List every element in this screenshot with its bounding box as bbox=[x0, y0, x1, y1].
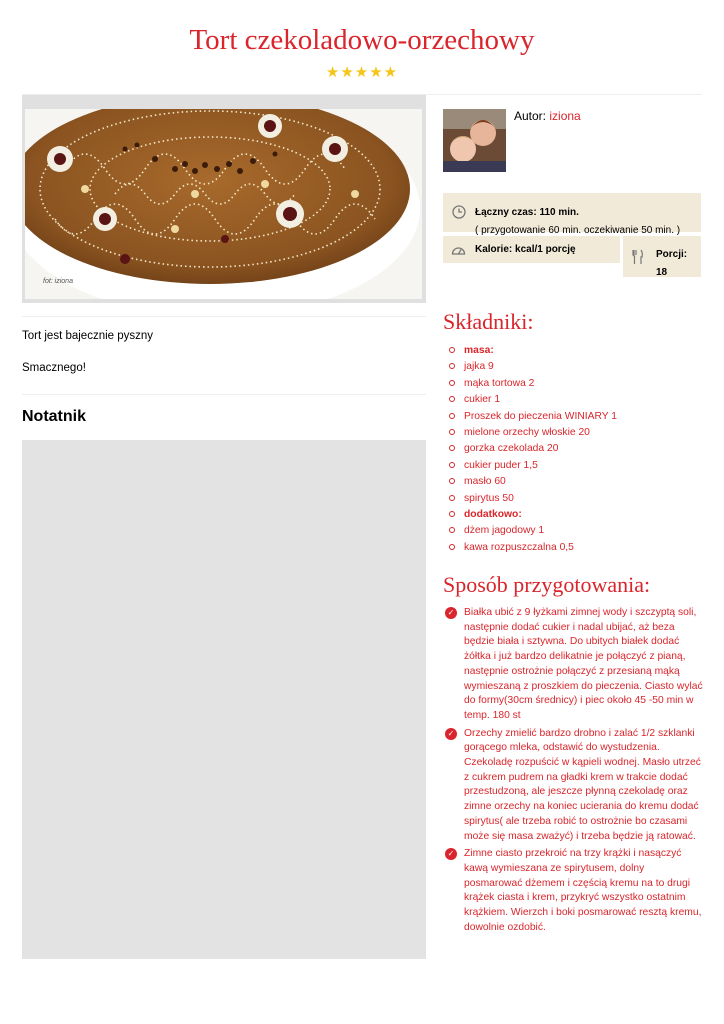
time-detail: ( przygotowanie 60 min. oczekiwanie 50 min. ) bbox=[475, 225, 681, 236]
ingredients-list bbox=[449, 345, 617, 558]
notes-area[interactable] bbox=[22, 440, 426, 959]
method-heading: Sposób przygotowania: bbox=[443, 572, 651, 597]
method-step-text: Orzechy zmielić bardzo drobno i zalać 1/2 szklanki gorącego mleka, odstawić do wystudzenia. Czekoladę rozpuścić w kąpieli wodnej. Masło utrzeć z cukrem pudrem na gładki krem w trakcie dodać przestudzoną, ale jeszcze płynną czekoladę oraz zimne orzechy na koniec ucierania do kremu dodać spirytus( ale trzeba robić to ostrożnie bo czasami może się masa zważyć) i trzeba będzie ją ratować. bbox=[464, 727, 701, 842]
method-step bbox=[445, 727, 703, 845]
portions-value: 18 bbox=[656, 267, 668, 278]
cutlery-icon bbox=[632, 249, 644, 268]
notes-heading: Notatnik bbox=[22, 408, 86, 425]
rating-stars: ★★★★★ bbox=[325, 64, 399, 81]
clock-icon bbox=[452, 205, 466, 222]
ingredient-item: jajka 9 bbox=[449, 361, 617, 377]
recipe-photo bbox=[25, 109, 422, 299]
ingredient-item: dżem jagodowy 1 bbox=[449, 525, 617, 541]
check-circle-icon: ✓ bbox=[445, 607, 457, 619]
calories-box bbox=[443, 236, 620, 263]
ingredient-item: spirytus 50 bbox=[449, 493, 617, 509]
check-circle-icon: ✓ bbox=[445, 728, 457, 740]
ingredient-item: cukier puder 1,5 bbox=[449, 460, 617, 476]
description-line-1: Tort jest bajecznie pyszny bbox=[22, 330, 154, 342]
method-step bbox=[445, 606, 703, 724]
ingredient-item: cukier 1 bbox=[449, 394, 617, 410]
method-step-text: Białka ubić z 9 łyżkami zimnej wody i szczyptą soli, następnie dodać cukier i nadal ubijać, aż beza będzie biała i sztywna. Do ubitych białek dodać żółtka i już bardzo delikatnie je połączyć z pianą, następnie ostrożnie połączyć z przesianą mąką wymieszaną z proszkiem do pieczenia. Ciasto wylać do formy(30cm średnicy) i piec około 45 -50 min w temp. 180 st bbox=[464, 607, 703, 721]
ingredient-group-header: masa: bbox=[449, 345, 617, 361]
ingredient-item: mielone orzechy włoskie 20 bbox=[449, 427, 617, 443]
portions-label: Porcji: bbox=[656, 249, 688, 260]
ingredient-item: masło 60 bbox=[449, 476, 617, 492]
description-line-2: Smacznego! bbox=[22, 362, 86, 374]
ingredient-group-header: dodatkowo: bbox=[449, 509, 617, 525]
ingredient-item: kawa rozpuszczalna 0,5 bbox=[449, 542, 617, 558]
desc-divider-top bbox=[22, 316, 426, 317]
author-label: Autor: bbox=[514, 109, 547, 123]
scale-icon bbox=[451, 243, 466, 259]
author-link[interactable]: iziona bbox=[549, 109, 581, 123]
desc-divider-bottom bbox=[22, 394, 426, 395]
ingredient-item: gorzka czekolada 20 bbox=[449, 443, 617, 459]
calories-label: Kalorie: kcal/1 porcję bbox=[475, 244, 576, 255]
portions-box bbox=[623, 236, 701, 277]
method-steps bbox=[445, 606, 703, 938]
author-avatar[interactable] bbox=[443, 109, 506, 172]
recipe-title: Tort czekoladowo-orzechowy bbox=[189, 24, 535, 56]
total-time-box bbox=[443, 193, 701, 236]
ingredients-heading: Składniki: bbox=[443, 309, 534, 334]
ingredient-item: Proszek do pieczenia WINIARY 1 bbox=[449, 411, 617, 427]
photo-watermark: fot: iziona bbox=[43, 278, 73, 285]
recipe-photo-frame bbox=[22, 95, 426, 303]
author-line bbox=[514, 109, 581, 123]
method-step-text: Zimne ciasto przekroić na trzy krążki i nasączyć kawą wymieszana ze spirytusem, dolny posmarować dżemem i częścią kremu na to drugi krążek ciasta i krem, przykryć wszystko ostatnim krążkiem. Wierzch i boki posmarować resztą kremu, dowolnie ozdobić. bbox=[464, 848, 702, 933]
total-time-label: Łączny czas: 110 min. bbox=[475, 207, 579, 218]
method-step bbox=[445, 847, 703, 935]
ingredient-item: mąka tortowa 2 bbox=[449, 378, 617, 394]
check-circle-icon: ✓ bbox=[445, 848, 457, 860]
